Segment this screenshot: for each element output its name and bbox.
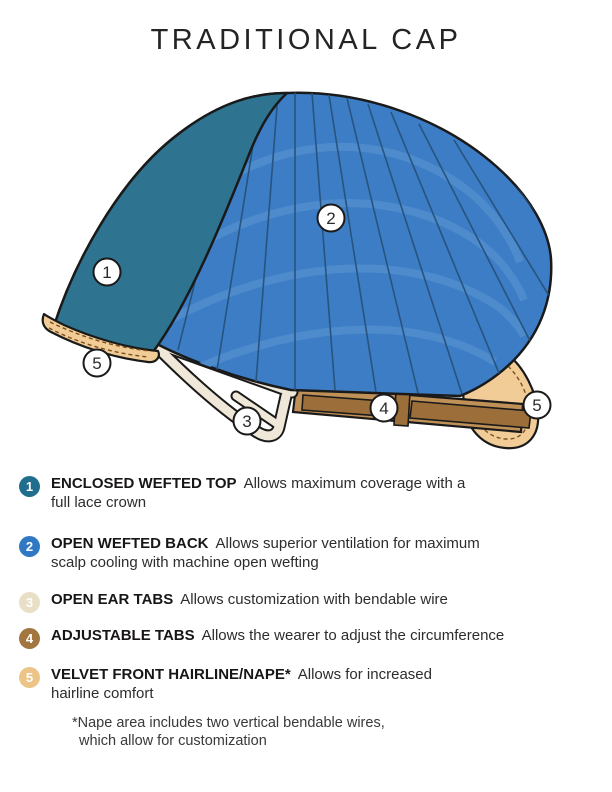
legend-desc-line2: hairline comfort	[51, 684, 154, 702]
callout-5-nape	[524, 392, 551, 419]
legend-item-enclosed-wefted-top	[19, 475, 576, 512]
legend-desc: Allows superior ventilation for maximum	[215, 535, 480, 552]
legend-item-open-wefted-back	[19, 535, 576, 572]
svg-text:4: 4	[379, 399, 389, 418]
legend-title: OPEN EAR TABS	[51, 591, 174, 608]
legend-desc: Allows for increased	[297, 666, 432, 683]
legend-item-velvet-front-hairline	[19, 666, 576, 703]
page-title: TRADITIONAL CAP	[150, 24, 462, 56]
callout-3	[234, 408, 261, 435]
legend-desc-line2: scalp cooling with machine open wefting	[51, 553, 319, 571]
legend-desc-line2: full lace crown	[51, 493, 147, 511]
legend-desc: Allows customization with bendable wire	[180, 591, 448, 608]
callout-2	[318, 205, 345, 232]
legend-text	[51, 666, 576, 703]
callout-5-front	[84, 350, 111, 377]
legend-badge-4: 4	[19, 628, 40, 649]
legend-text	[51, 535, 576, 572]
svg-text:3: 3	[242, 412, 252, 431]
cap-diagram	[0, 66, 612, 470]
legend-badge-5: 5	[19, 667, 40, 688]
legend-text	[51, 627, 576, 646]
legend-text	[51, 591, 576, 610]
legend-badge-2: 2	[19, 536, 40, 557]
legend-item-open-ear-tabs	[19, 591, 576, 613]
callout-1	[94, 259, 121, 286]
legend-title: VELVET FRONT HAIRLINE/NAPE*	[51, 666, 291, 683]
footnote-line1: *Nape area includes two vertical bendable wires,	[72, 715, 385, 731]
legend-badge-3: 3	[19, 592, 40, 613]
legend-text	[51, 475, 576, 512]
legend-desc: Allows maximum coverage with a	[243, 475, 466, 492]
footnote	[72, 714, 385, 750]
legend-item-adjustable-tabs	[19, 627, 576, 649]
callout-4	[371, 395, 398, 422]
svg-text:5: 5	[532, 396, 542, 415]
legend-title: OPEN WEFTED BACK	[51, 535, 209, 552]
legend-badge-1: 1	[19, 476, 40, 497]
svg-text:5: 5	[92, 354, 102, 373]
svg-text:2: 2	[326, 209, 336, 228]
footnote-line2: which allow for customization	[79, 733, 267, 749]
legend-title: ENCLOSED WEFTED TOP	[51, 475, 237, 492]
svg-text:1: 1	[102, 263, 112, 282]
legend-desc: Allows the wearer to adjust the circumference	[201, 627, 505, 644]
legend-title: ADJUSTABLE TABS	[51, 627, 195, 644]
